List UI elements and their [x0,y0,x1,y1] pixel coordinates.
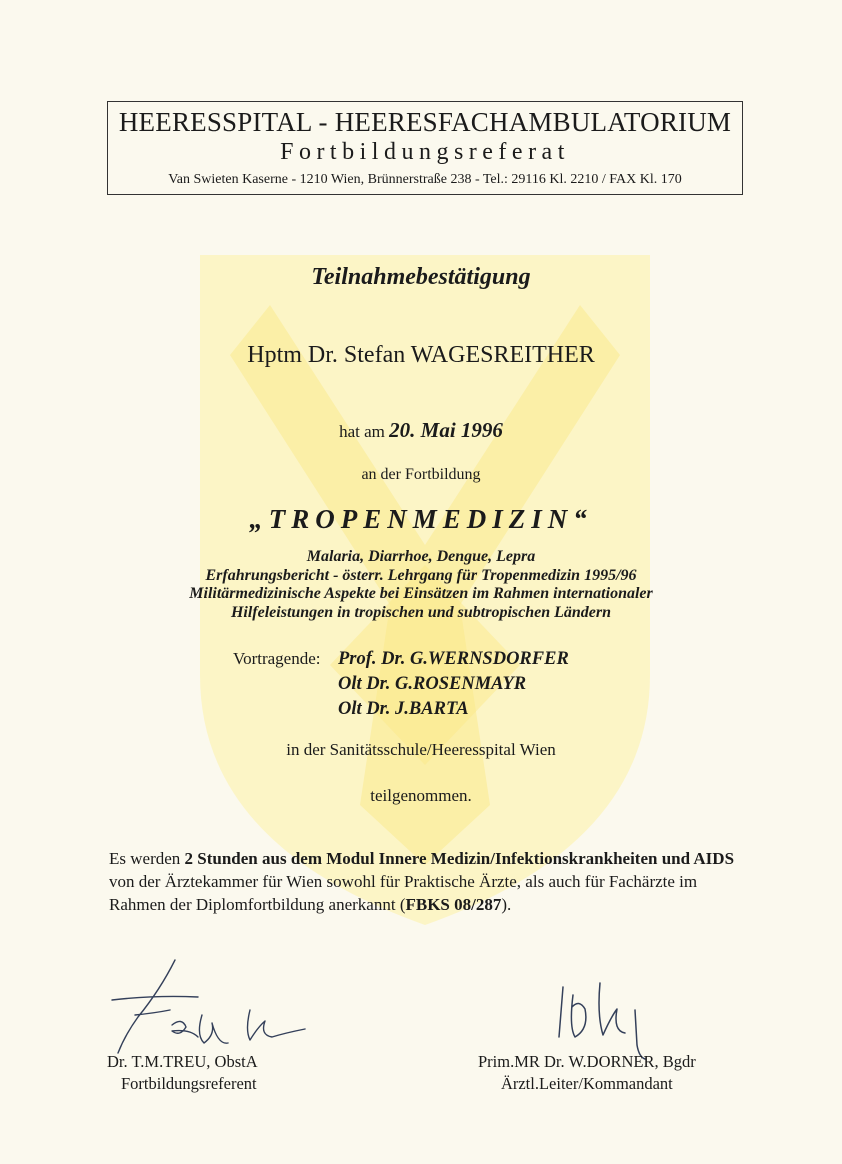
credit-reference: FBKS 08/287 [405,895,502,914]
signature-left-image [100,955,330,1065]
address-line: Van Swieten Kaserne - 1210 Wien, Brünnerstraße 238 - Tel.: 29116 Kl. 2210 / FAX Kl. 170 [168,172,682,187]
speakers-label: Vortragende: [233,649,321,668]
document-title: Teilnahmebestätigung [311,264,531,290]
header-box [107,101,743,195]
date-prefix: hat am [339,422,385,441]
topic-line: Erfahrungsbericht - österr. Lehrgang für Tropenmedizin 1995/96 [205,566,637,584]
credit-text: von der Ärztekammer für Wien sowohl für Praktische Ärzte, als auch für Fachärzte im Rahmen der Diplomfortbildung anerkannt ( [109,872,698,914]
intro-text: an der Fortbildung [361,466,481,483]
department-subtitle: Fortbildungsreferat [280,139,570,165]
participated-text: teilgenommen. [370,786,472,805]
location-text: in der Sanitätsschule/Heeresspital Wien [286,740,556,759]
topic-line: Hilfeleistungen in tropischen und subtropischen Ländern [230,603,612,621]
signatory-name: Prim.MR Dr. W.DORNER, Bgdr [478,1052,696,1071]
speaker-name: Olt Dr. J.BARTA [338,699,469,719]
signature-right [478,1051,696,1095]
date-line [0,418,842,443]
recipient-name: Hptm Dr. Stefan WAGESREITHER [247,342,595,368]
credit-text: Es werden [109,849,181,868]
signatory-role: Fortbildungsreferent [121,1074,257,1093]
signatory-role: Ärztl.Leiter/Kommandant [500,1074,673,1093]
signatory-name: Dr. T.M.TREU, ObstA [107,1052,258,1071]
credit-text: ). [501,895,512,914]
course-date: 20. Mai 1996 [389,418,503,442]
topic-line: Militärmedizinische Aspekte bei Einsätzen im Rahmen internationaler [189,585,653,602]
speaker-name: Prof. Dr. G.WERNSDORFER [338,649,569,669]
speakers-block [233,649,569,724]
credit-hours: 2 Stunden aus dem Modul Innere Medizin/Infektionskrankheiten und AIDS [184,849,735,868]
credit-paragraph [109,847,749,916]
speaker-name: Olt Dr. G.ROSENMAYR [338,674,527,694]
course-title: „TROPENMEDIZIN“ [249,504,593,534]
topics-list [0,548,842,622]
signature-left [107,1051,258,1095]
institution-title: HEERESSPITAL - HEERESFACHAMBULATORIUM [118,107,732,137]
topic-line: Malaria, Diarrhoe, Dengue, Lepra [306,548,536,565]
